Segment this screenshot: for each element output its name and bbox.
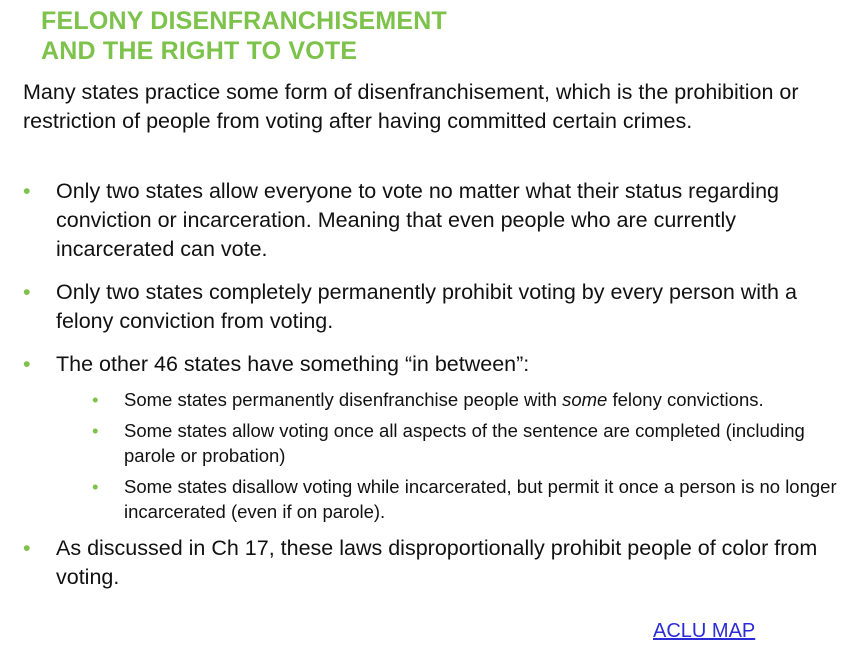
sub-bullet-text-post: felony convictions.: [607, 389, 764, 410]
bullet-text: Only two states allow everyone to vote no matter what their status regarding conviction or incarceration. Meaning that even people who are currently incarcerated can vote.: [56, 179, 780, 261]
title-line-2: AND THE RIGHT TO VOTE: [41, 37, 358, 65]
aclu-map-link[interactable]: ACLU MAP: [653, 620, 756, 642]
sub-bullet-dot: •: [92, 476, 99, 497]
sub-bullet-item-permanent: [23, 387, 843, 412]
bullet-item-other-46-states: [23, 350, 843, 524]
bullet-item-two-states-allow: [23, 177, 843, 264]
sub-bullet-dot: •: [92, 420, 99, 441]
bullet-item-two-states-prohibit: [23, 278, 843, 336]
bullet-text: Only two states completely permanently prohibit voting by every person with a felony conviction from voting.: [56, 280, 797, 333]
bullet-dot: •: [23, 179, 31, 203]
bullet-dot: •: [23, 280, 31, 304]
sub-bullet-item-while-incarcerated: [23, 474, 843, 524]
sub-bullet-dot: •: [92, 389, 99, 410]
bullet-item-ch17: [23, 534, 843, 592]
sub-bullet-text: Some states disallow voting while incarcerated, but permit it once a person is no longer incarcerated (even if on parole).: [124, 476, 837, 522]
bullet-list: [23, 177, 843, 606]
slide-title: [41, 6, 447, 66]
title-line-1: FELONY DISENFRANCHISEMENT: [41, 7, 447, 35]
bullet-text: As discussed in Ch 17, these laws disproportionally prohibit people of color from voting.: [56, 536, 818, 589]
bullet-dot: •: [23, 352, 31, 376]
sub-bullet-emphasis: some: [562, 389, 608, 410]
sub-bullet-item-after-sentence: [23, 418, 843, 468]
bullet-text: The other 46 states have something “in between”:: [56, 352, 530, 376]
sub-bullet-text-pre: Some states permanently disenfranchise people with: [124, 389, 563, 410]
bullet-dot: •: [23, 536, 31, 560]
intro-paragraph: Many states practice some form of disenfranchisement, which is the prohibition or restriction of people from voting after having committed certain crimes.: [23, 80, 799, 133]
sub-bullet-list: [56, 387, 843, 524]
sub-bullet-text: Some states allow voting once all aspects of the sentence are completed (including parole or probation): [124, 420, 805, 466]
